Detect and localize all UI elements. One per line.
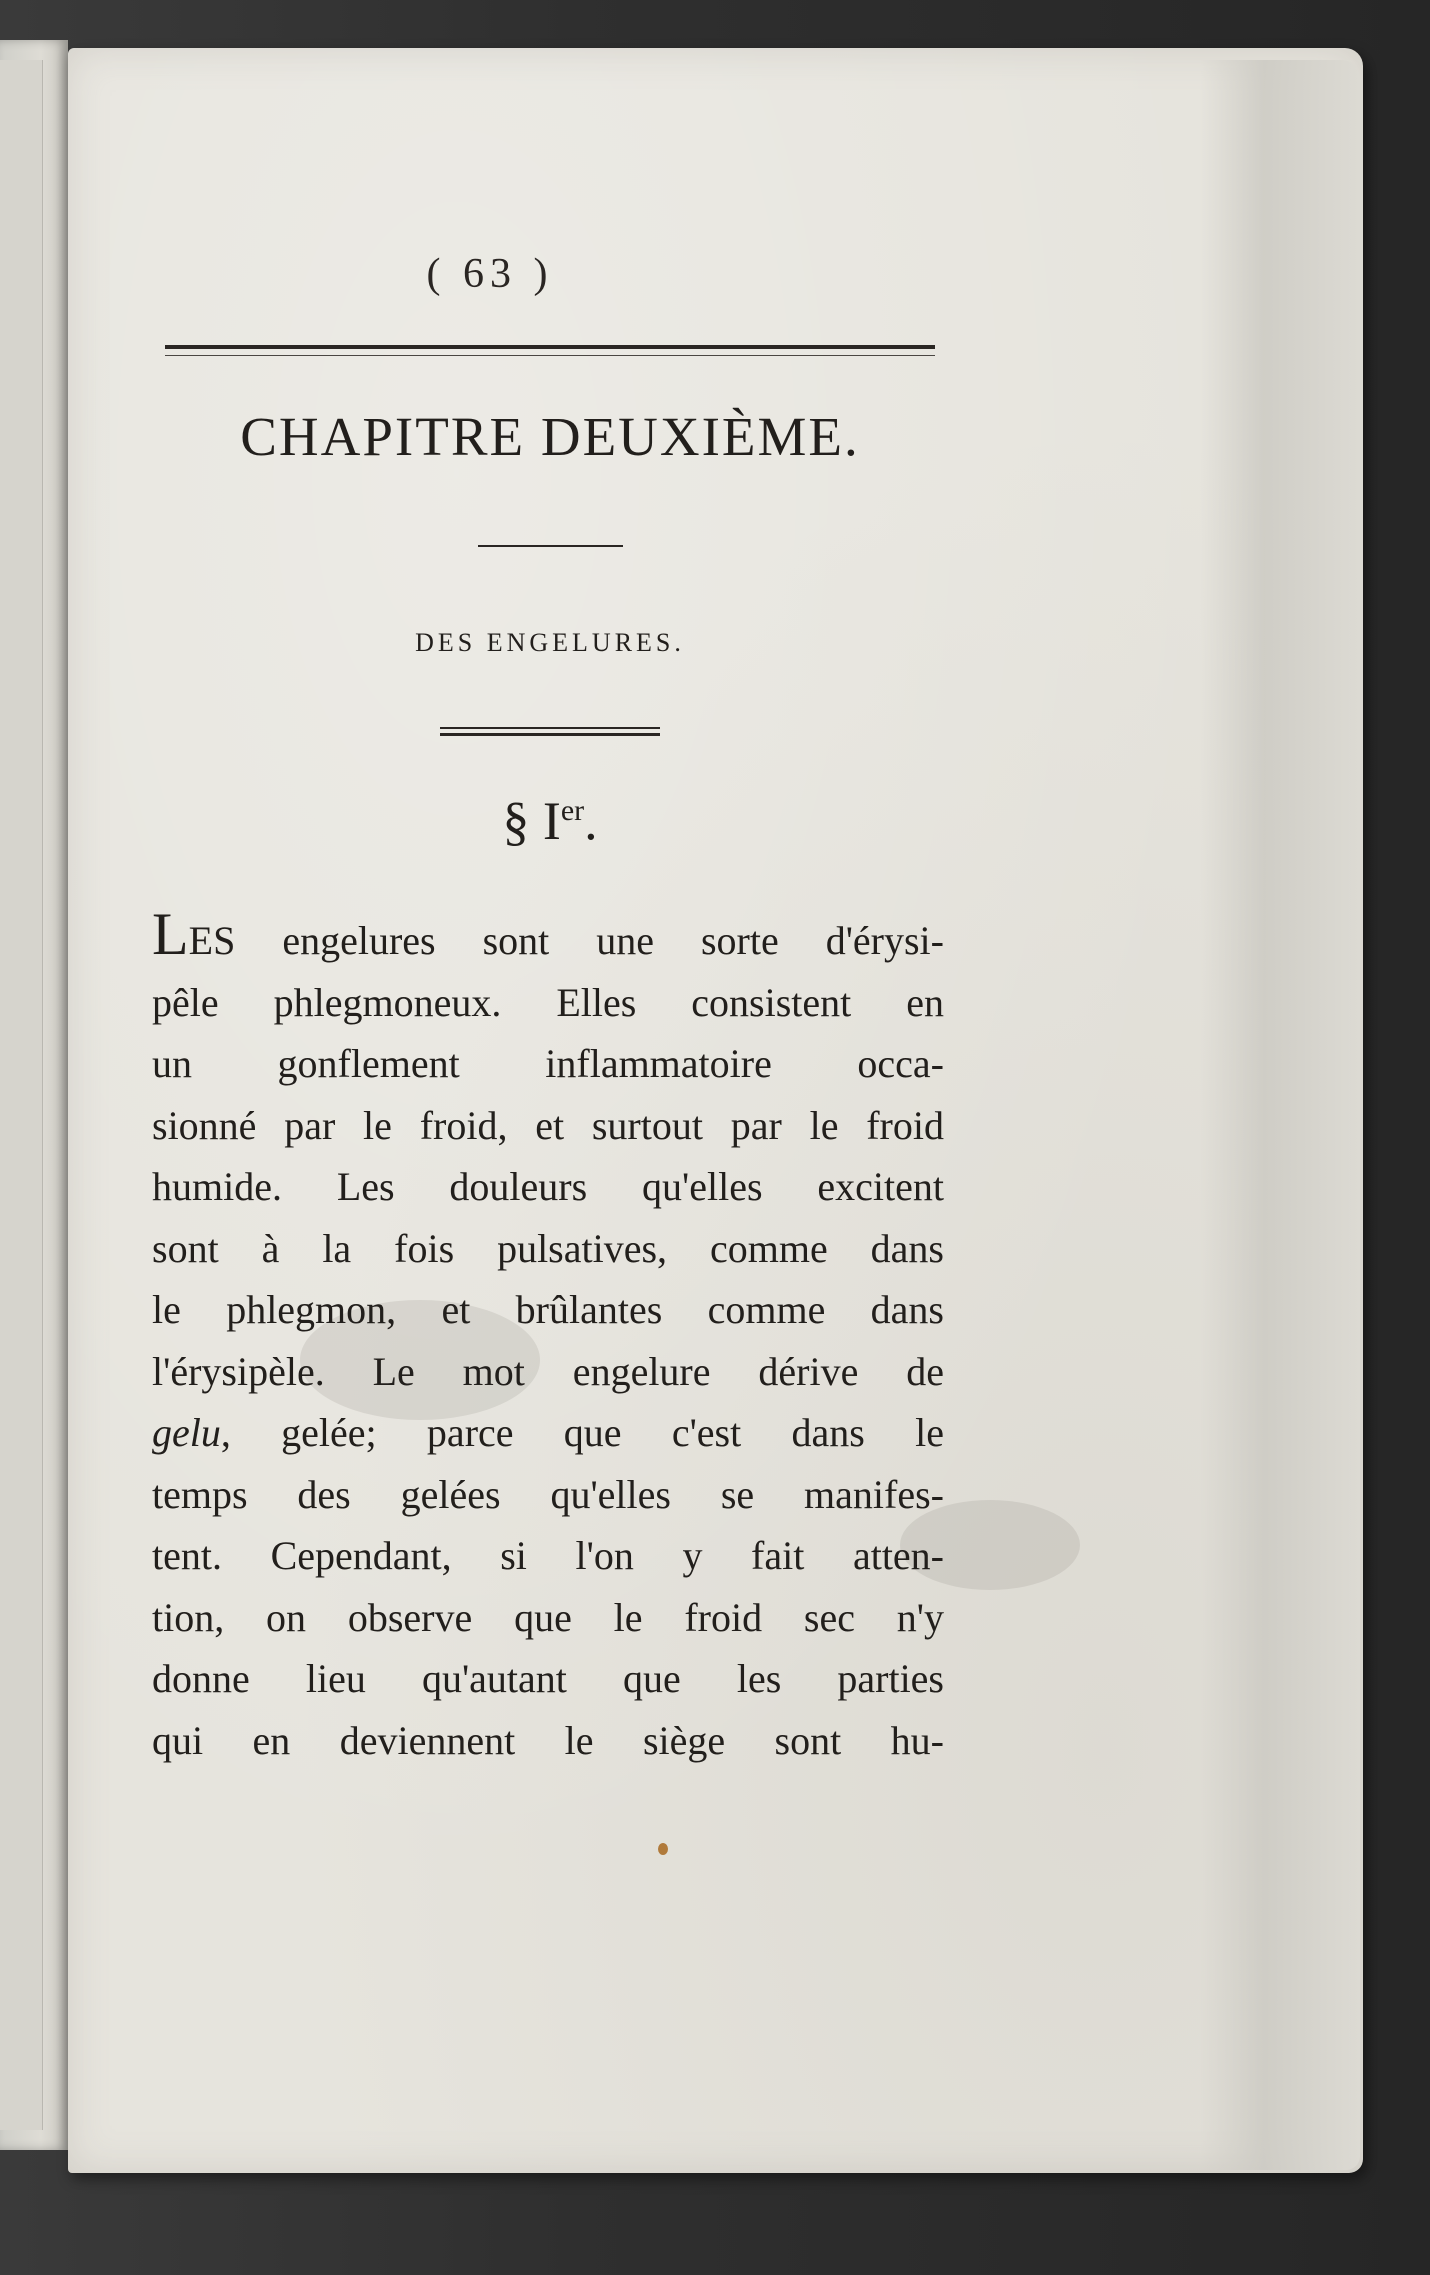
section-rule-thick bbox=[440, 733, 660, 736]
body-line: humide. Les douleurs qu'elles excitent bbox=[152, 1164, 944, 1209]
italic-word: gelu bbox=[152, 1410, 221, 1455]
section-title: DES ENGELURES. bbox=[415, 628, 685, 657]
page-number: ( 63 ) bbox=[426, 251, 554, 297]
header-rule bbox=[165, 345, 935, 349]
ink-spot bbox=[658, 1843, 668, 1855]
page-fold-shadow bbox=[1200, 60, 1360, 2170]
section-mark bbox=[440, 790, 660, 852]
section-mark-sup: er bbox=[560, 794, 585, 827]
section-rule bbox=[440, 727, 660, 729]
body-line: donne lieu qu'autant que les parties bbox=[152, 1656, 944, 1701]
body-line: un gonflement inflammatoire occa- bbox=[152, 1041, 944, 1086]
section-mark-suffix: . bbox=[584, 791, 598, 851]
body-line: sionné par le froid, et surtout par le froid bbox=[152, 1102, 944, 1148]
body-line: temps des gelées qu'elles se manifes- bbox=[152, 1471, 944, 1517]
body-line: pêle phlegmoneux. Elles consistent en bbox=[152, 979, 944, 1025]
chapter-title: CHAPITRE DEUXIÈME. bbox=[240, 406, 860, 467]
section-mark-text: § I bbox=[502, 791, 561, 851]
body-line-text: , gelée; parce que c'est dans le bbox=[220, 1410, 944, 1455]
body-line: sont à la fois pulsatives, comme dans bbox=[152, 1225, 944, 1271]
body-line: l'érysipèle. Le mot engelure dérive de bbox=[152, 1348, 944, 1394]
header-rule-thin bbox=[165, 355, 935, 356]
facing-page-inner-edge bbox=[0, 60, 43, 2130]
body-line: le phlegmon, et brûlantes comme dans bbox=[152, 1287, 944, 1332]
chapter-rule bbox=[478, 545, 623, 547]
body-line: tion, on observe que le froid sec n'y bbox=[152, 1594, 944, 1640]
body-line: qui en deviennent le siège sont hu- bbox=[152, 1717, 944, 1763]
body-line bbox=[152, 901, 944, 972]
body-text bbox=[152, 901, 944, 1771]
drop-cap: L bbox=[152, 901, 189, 967]
body-line-text: ES engelures sont une sorte d'érysi- bbox=[188, 918, 944, 963]
body-line-italic bbox=[152, 1402, 944, 1464]
body-line: tent. Cependant, si l'on y fait atten- bbox=[152, 1533, 944, 1578]
